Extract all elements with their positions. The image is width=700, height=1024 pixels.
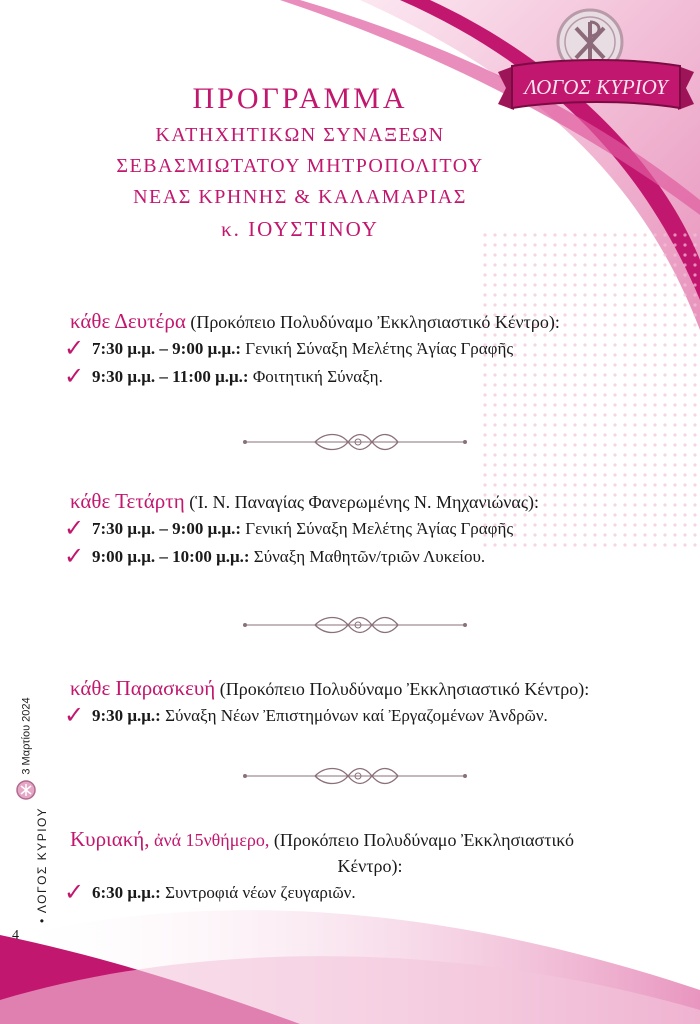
list-item	[64, 514, 670, 543]
title-line-1: ΚΑΤΗΧΗΤΙΚΩΝ ΣΥΝΑΞΕΩΝ	[155, 124, 445, 146]
day-heading	[70, 308, 670, 335]
title-block	[40, 82, 560, 245]
list-item	[64, 542, 670, 571]
item-description: Σύναξη Νέων Ἐπιστημόνων καί Ἐργαζομένων Ἀνδρῶν.	[160, 706, 548, 725]
checkmark-icon: ✓	[64, 701, 85, 729]
list-item	[64, 878, 670, 907]
page-sidebar	[10, 650, 50, 950]
seal-icon	[16, 780, 36, 800]
place-label: (Προκόπειο Πολυδύναμο Ἐκκλησιαστικό Κέντρο):	[185, 312, 560, 332]
title-line-3: ΝΕΑΣ ΚΡΗΝΗΣ & ΚΑΛΑΜΑΡΙΑΣ	[133, 186, 467, 208]
place-label: (Προκόπειο Πολυδύναμο Ἐκκλησιαστικό Κέντρο):	[215, 679, 590, 699]
day-label: Κυριακή,	[70, 827, 150, 851]
item-description: Φοιτητική Σύναξη.	[248, 367, 383, 386]
day-label: κάθε Παρασκευή	[70, 676, 216, 700]
schedule-sunday	[64, 826, 670, 907]
checkmark-icon: ✓	[64, 542, 85, 570]
page-title: ΠΡΟΓΡΑΜΜΑ	[192, 82, 408, 115]
place-label: (Προκόπειο Πολυδύναμο Ἐκκλησιαστικό	[269, 830, 574, 850]
day-label: κάθε Τετάρτη	[70, 489, 185, 513]
time-range: 6:30 μ.μ.:	[92, 883, 161, 902]
ornament-divider	[240, 613, 470, 637]
checkmark-icon: ✓	[64, 334, 85, 362]
checkmark-icon: ✓	[64, 362, 85, 390]
day-heading	[70, 675, 670, 702]
issue-date: 3 Μαρτίου 2024	[20, 697, 33, 775]
schedule-friday	[64, 675, 670, 730]
list-item	[64, 701, 670, 730]
schedule-monday	[64, 308, 670, 391]
item-description: Γενική Σύναξη Μελέτης Ἁγίας Γραφῆς	[241, 519, 514, 538]
checkmark-icon: ✓	[64, 878, 85, 906]
brand-name: • ΛΟΓΟΣ ΚΥΡΙΟΥ	[34, 807, 49, 923]
place-label-continued: Κέντρο):	[337, 856, 403, 876]
place-label: (Ἱ. Ν. Παναγίας Φανερωμένης Ν. Μηχανιώνας):	[184, 492, 539, 512]
ornament-divider	[240, 764, 470, 788]
checkmark-icon: ✓	[64, 514, 85, 542]
item-description: Γενική Σύναξη Μελέτης Ἁγίας Γραφῆς	[241, 339, 514, 358]
time-range: 9:00 μ.μ. – 10:00 μ.μ.:	[92, 547, 250, 566]
ornament-divider	[240, 430, 470, 454]
title-line-4: κ. ΙΟΥΣΤΙΝΟΥ	[221, 217, 379, 241]
time-range: 7:30 μ.μ. – 9:00 μ.μ.:	[92, 519, 242, 538]
list-item	[64, 334, 670, 363]
svg-text:ΛΟΓΟΣ ΚΥΡΙΟΥ: ΛΟΓΟΣ ΚΥΡΙΟΥ	[524, 75, 668, 99]
day-label: κάθε Δευτέρα	[70, 309, 186, 333]
time-range: 9:30 μ.μ. – 11:00 μ.μ.:	[92, 367, 249, 386]
day-heading	[70, 488, 670, 515]
time-range: 7:30 μ.μ. – 9:00 μ.μ.:	[92, 339, 242, 358]
frequency-label: ἀνά 15νθήμερο,	[149, 830, 270, 850]
item-description: Σύναξη Μαθητῶν/τριῶν Λυκείου.	[249, 547, 486, 566]
day-heading	[70, 826, 670, 853]
time-range: 9:30 μ.μ.:	[92, 706, 161, 725]
list-item	[64, 362, 670, 391]
schedule-wednesday	[64, 488, 670, 571]
item-description: Συντροφιά νέων ζευγαριῶν.	[160, 883, 356, 902]
page-number: 4	[12, 928, 19, 943]
title-line-2: ΣΕΒΑΣΜΙΩΤΑΤΟΥ ΜΗΤΡΟΠΟΛΙΤΟΥ	[116, 155, 484, 177]
